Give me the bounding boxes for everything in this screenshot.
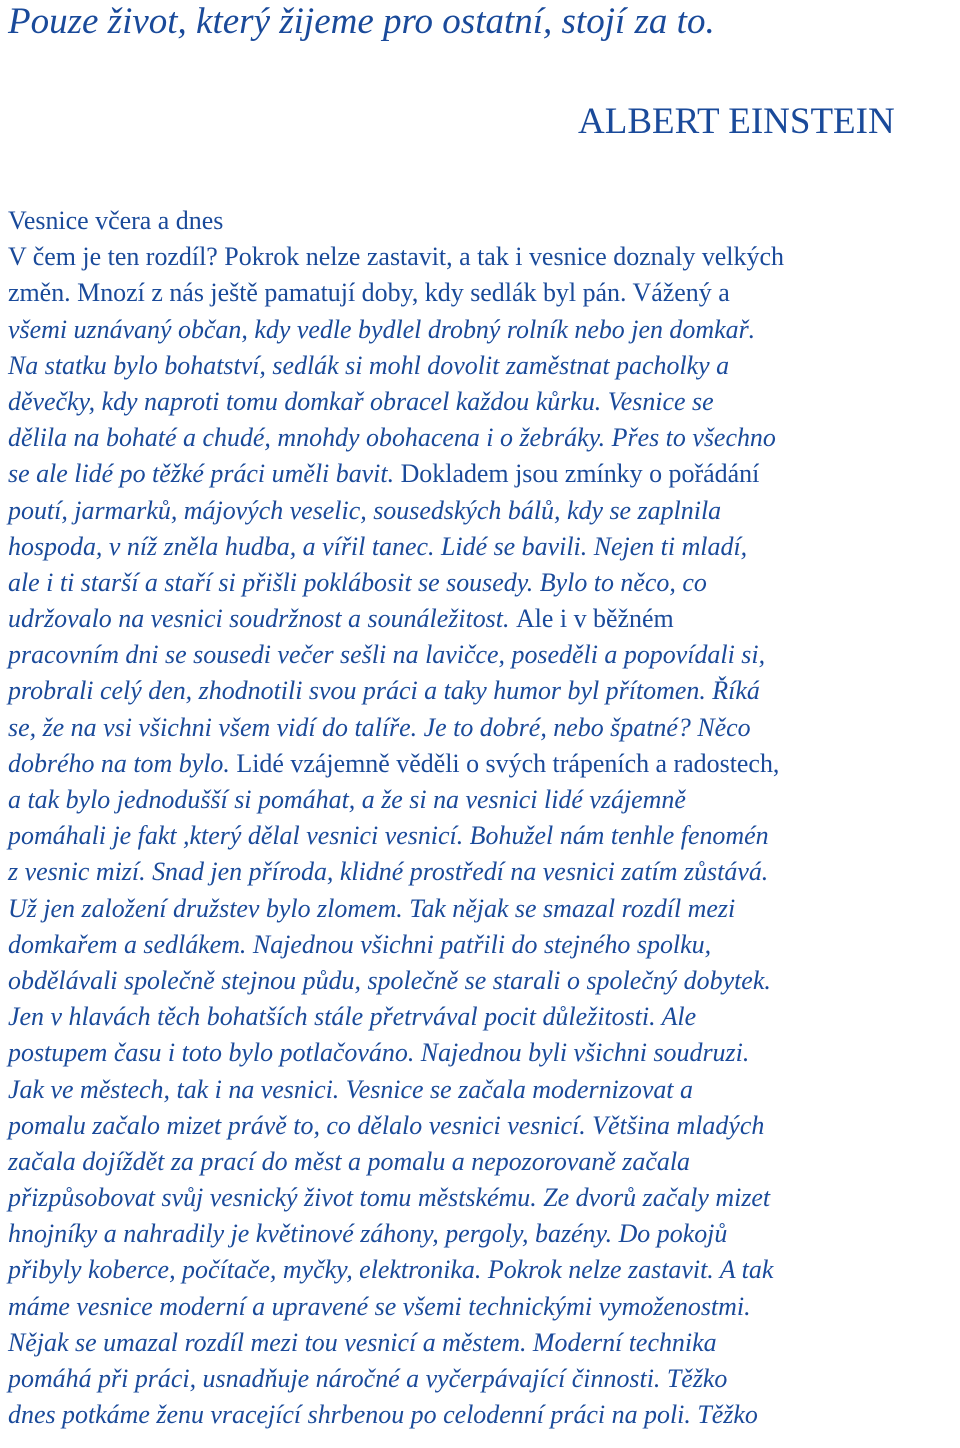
text-segment: začala dojíždět za prací do měst a pomalu a nepozorovaně začala — [8, 1146, 690, 1176]
text-line — [8, 782, 958, 818]
text-segment: se ale lidé po těžké práci uměli bavit. — [8, 459, 401, 489]
text-segment: pomáhali je fakt ,který dělal vesnici vesnicí. Bohužel nám tenhle fenomén — [8, 821, 769, 851]
text-segment: pomalu začalo mizet právě to, co dělalo vesnici vesnicí. Většina mladých — [8, 1110, 765, 1140]
text-line — [8, 710, 958, 746]
text-segment: Dokladem jsou zmínky o pořádání — [400, 459, 760, 489]
text-segment: přizpůsobovat svůj vesnický život tomu městskému. Ze dvorů začaly mizet — [8, 1183, 771, 1213]
quote-line: Pouze život, který žijeme pro ostatní, stojí za to. — [8, 1, 715, 42]
text-segment: z vesnic mizí. Snad jen příroda, klidné prostředí na vesnici zatím zůstává. — [8, 857, 769, 887]
text-line — [8, 1252, 958, 1288]
text-line — [8, 1072, 958, 1108]
text-segment: a tak bylo jednodušší si pomáhat, a že si na vesnici lidé vzájemně — [8, 785, 686, 814]
text-line — [8, 239, 958, 275]
text-line — [8, 1180, 958, 1216]
text-segment: dělila na bohaté a chudé, mnohdy obohacena i o žebráky. Přes to všechno — [8, 423, 776, 453]
text-segment: obdělávali společně stejnou půdu, společně se starali o společný dobytek. — [8, 965, 771, 995]
text-line — [8, 818, 958, 854]
text-line — [8, 348, 958, 384]
text-line — [8, 1361, 958, 1397]
text-segment: děvečky, kdy naproti tomu domkař obracel každou kůrku. Vesnice se — [8, 386, 714, 416]
text-segment: Už jen založení družstev bylo zlomem. Tak nějak se smazal rozdíl mezi — [8, 893, 736, 923]
text-segment: máme vesnice moderní a upravené se všemi technickými vymoženostmi. — [8, 1291, 751, 1321]
article-title — [8, 203, 958, 239]
text-line — [8, 1289, 958, 1325]
text-line — [8, 927, 958, 963]
text-line — [8, 565, 958, 601]
text-line — [8, 601, 958, 637]
text-line — [8, 493, 958, 529]
text-segment: probrali celý den, zhodnotili svou práci a taky humor byl přítomen. Říká — [8, 676, 760, 706]
text-line — [8, 312, 958, 348]
text-segment: hospoda, v níž zněla hudba, a vířil tanec. Lidé se bavili. Nejen ti mladí, — [8, 531, 748, 561]
text-line — [8, 1397, 958, 1433]
text-line — [8, 891, 958, 927]
text-segment: Jen v hlavách těch bohatších stále přetrvával pocit důležitosti. Ale — [8, 1002, 697, 1032]
text-segment: udržovalo na vesnici soudržnost a sounáležitost. — [8, 604, 516, 634]
text-line — [8, 673, 958, 709]
text-segment: poutí, jarmarků, májových veselic, sousedských bálů, kdy se zaplnila — [8, 495, 722, 525]
text-segment: všemi uznávaný občan, kdy vedle bydlel drobný rolník nebo jen domkař. — [8, 314, 756, 344]
text-segment: Jak ve městech, tak i na vesnici. Vesnice se začala modernizovat a — [8, 1074, 693, 1104]
text-segment: změn. Mnozí z nás ještě pamatují doby, kdy sedlák byl pán. Vážený a — [8, 278, 730, 308]
text-line — [8, 746, 958, 782]
text-segment: pracovním dni se sousedi večer sešli na lavičce, poseděli a popovídali si, — [8, 640, 766, 670]
text-segment: Na statku bylo bohatství, sedlák si mohl dovolit zaměstnat pacholky a — [8, 350, 730, 380]
text-segment: ale i ti starší a staří si přišli poklábosit se sousedy. Bylo to něco, co — [8, 567, 707, 597]
article-body — [8, 203, 958, 1433]
text-line — [8, 637, 958, 673]
text-segment: přibyly koberce, počítače, myčky, elektronika. Pokrok nelze zastavit. A tak — [8, 1255, 774, 1285]
text-segment: se, že na vsi všichni všem vidí do talíře. Je to dobré, nebo špatné? Něco — [8, 712, 751, 742]
text-line — [8, 384, 958, 420]
text-line — [8, 456, 958, 492]
text-line — [8, 529, 958, 565]
text-segment: Vesnice včera a dnes — [8, 206, 224, 235]
text-segment: Nějak se umazal rozdíl mezi tou vesnicí a městem. Moderní technika — [8, 1327, 717, 1357]
text-segment: hnojníky a nahradily je květinové záhony, pergoly, bazény. Do pokojů — [8, 1219, 728, 1249]
text-segment: postupem času i toto bylo potlačováno. Najednou byli všichni soudruzi. — [8, 1038, 750, 1068]
text-line — [8, 275, 958, 311]
text-segment: V čem je ten rozdíl? Pokrok nelze zastavit, a tak i vesnice doznaly velkých — [8, 242, 784, 272]
text-line — [8, 963, 958, 999]
text-segment: dobrého na tom bylo. — [8, 748, 237, 778]
text-line — [8, 854, 958, 890]
text-segment: Ale i v běžném — [515, 604, 674, 634]
text-segment: Lidé vzájemně věděli o svých trápeních a radostech, — [236, 748, 780, 778]
text-line — [8, 999, 958, 1035]
text-line — [8, 1108, 958, 1144]
text-segment: pomáhá při práci, usnadňuje náročné a vyčerpávající činnosti. Těžko — [8, 1364, 728, 1393]
text-line — [8, 1035, 958, 1071]
text-line — [8, 1144, 958, 1180]
text-segment: dnes potkáme ženu vracející shrbenou po celodenní práci na poli. Těžko — [8, 1400, 758, 1430]
text-line — [8, 1216, 958, 1252]
text-line — [8, 420, 958, 456]
text-line — [8, 1325, 958, 1361]
quote-author: ALBERT EINSTEIN — [578, 101, 895, 142]
text-segment: domkařem a sedlákem. Najednou všichni patřili do stejného spolku, — [8, 929, 712, 959]
